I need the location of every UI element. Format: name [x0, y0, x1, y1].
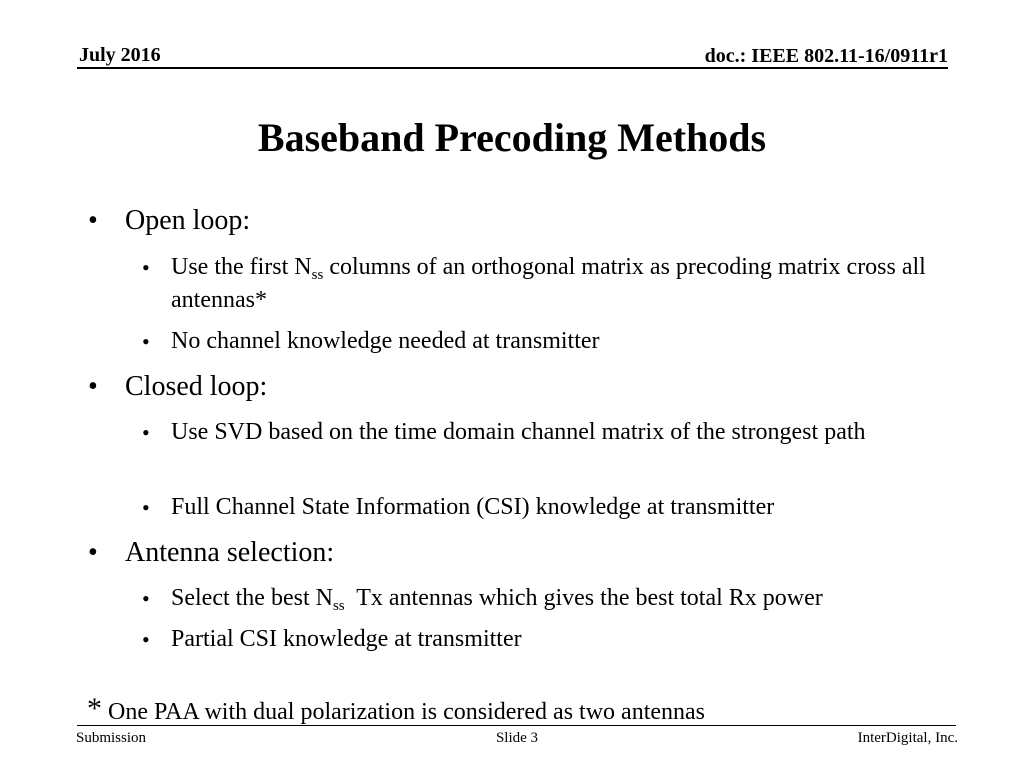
- bullet-dot-icon: •: [88, 205, 98, 236]
- slide-title: Baseband Precoding Methods: [257, 115, 767, 160]
- sub-bullet-text: Partial CSI knowledge at transmitter: [171, 626, 522, 652]
- sub-bullet-dot-icon: •: [142, 495, 150, 520]
- sub-bullet-text: Use SVD based on the time domain channel matrix of the strongest path: [171, 419, 866, 445]
- sub-bullet-dot-icon: •: [142, 420, 150, 445]
- sub-bullet-text: Use the first N: [171, 254, 312, 280]
- sub-bullet-dot-icon: •: [142, 627, 150, 652]
- footnote-asterisk: *: [87, 692, 102, 725]
- footer-submission: Submission: [76, 730, 147, 746]
- bullet-antenna-selection: [88, 536, 335, 570]
- sub-bullet-dot-icon: •: [142, 586, 150, 611]
- footer-slide-number: Slide 3: [495, 730, 539, 746]
- sub-bullet: [142, 416, 951, 449]
- header-date: July 2016: [79, 44, 161, 66]
- subscript-ss: ss: [332, 598, 345, 614]
- footer-company: InterDigital, Inc.: [857, 730, 958, 746]
- sub-bullet-text: Full Channel State Information (CSI) knowledge at transmitter: [171, 494, 775, 520]
- bullet-open-loop: [88, 204, 251, 238]
- bullet-label: Antenna selection:: [125, 537, 335, 568]
- sub-bullet-dot-icon: •: [142, 255, 150, 280]
- subscript-ss: ss: [311, 267, 324, 283]
- sub-bullet-text-cont: Tx antennas which gives the best total Rx power: [344, 585, 823, 611]
- sub-bullet: [142, 325, 971, 358]
- header-doc-id: doc.: IEEE 802.11-16/0911r1: [704, 45, 948, 67]
- sub-bullet-text-cont: columns of an orthogonal matrix as precoding matrix cross all antennas*: [171, 254, 926, 313]
- header-divider: [77, 67, 948, 69]
- sub-bullet-text: No channel knowledge needed at transmitter: [171, 328, 600, 354]
- bullet-dot-icon: •: [88, 537, 98, 568]
- sub-bullet-dot-icon: •: [142, 329, 150, 354]
- bullet-closed-loop: [88, 370, 268, 404]
- bullet-label: Open loop:: [125, 205, 251, 236]
- sub-bullet: [142, 251, 971, 317]
- bullet-label: Closed loop:: [125, 371, 268, 402]
- bullet-dot-icon: •: [88, 371, 98, 402]
- footnote: [87, 692, 705, 729]
- sub-bullet-text: Select the best N: [171, 585, 333, 611]
- footnote-text: One PAA with dual polarization is considered as two antennas: [102, 699, 705, 725]
- sub-bullet: [142, 582, 971, 615]
- sub-bullet: [142, 491, 971, 524]
- footer-divider: [77, 725, 956, 726]
- sub-bullet: [142, 623, 971, 656]
